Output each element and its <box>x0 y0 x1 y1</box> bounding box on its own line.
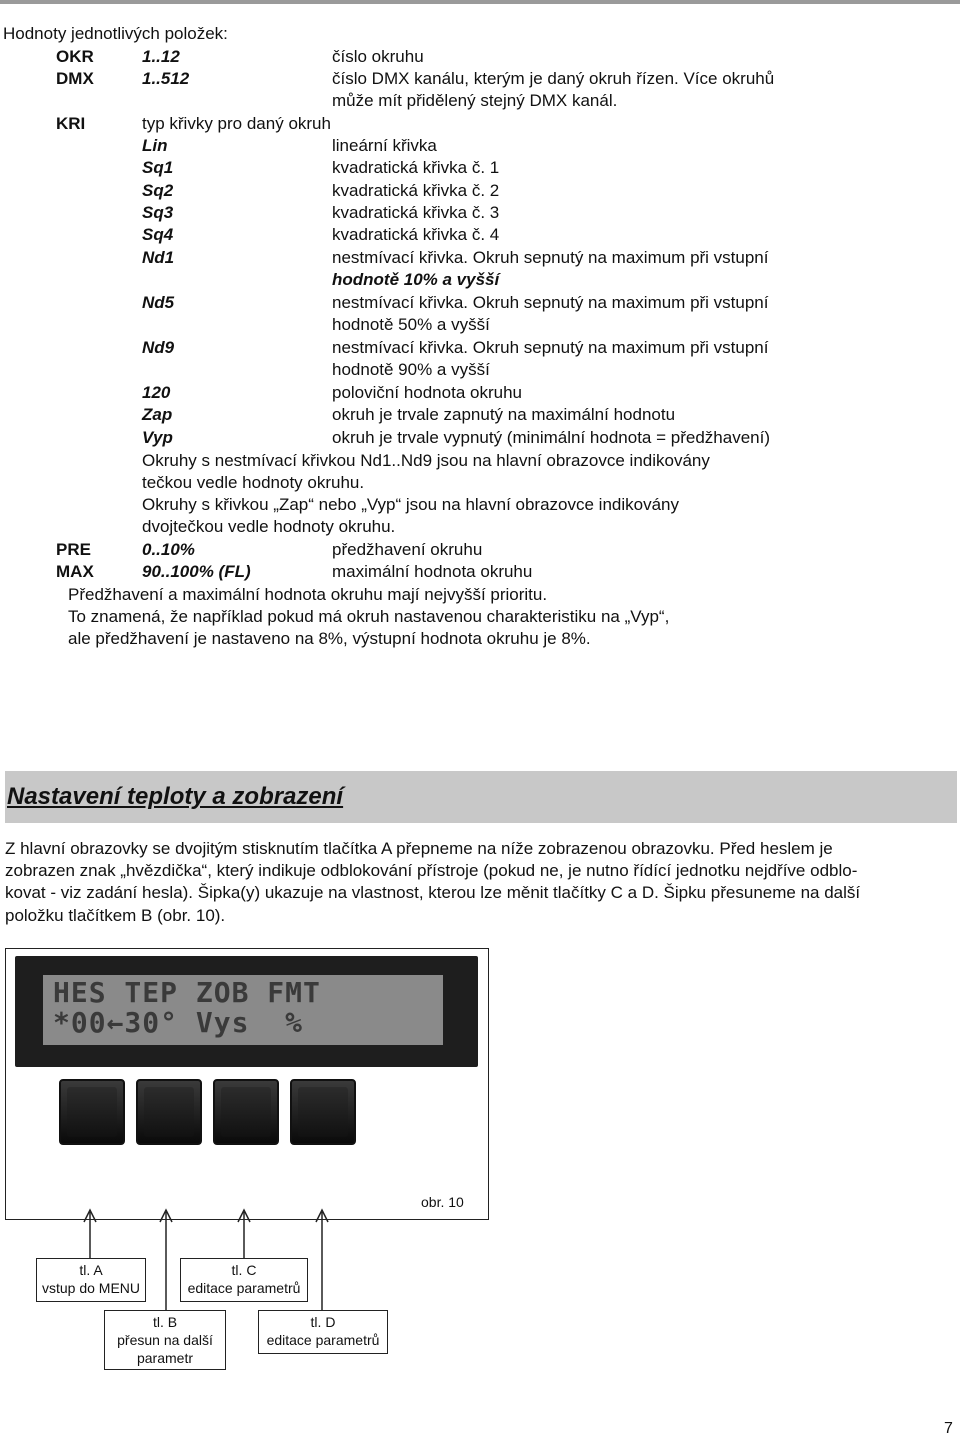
priority-line: To znamená, že například pokud má okruh nastavenou charakteristiku na „Vyp“, <box>68 607 670 626</box>
curve-code: Nd5 <box>142 293 175 312</box>
section-title: Nastavení teploty a zobrazení <box>7 783 344 810</box>
callout-line: přesun na další <box>117 1332 213 1348</box>
figure-label: obr. 10 <box>421 1194 464 1210</box>
kri-desc: typ křivky pro daný okruh <box>142 114 331 133</box>
note-line: dvojtečkou vedle hodnoty okruhu. <box>142 517 396 536</box>
curve-code: Sq2 <box>142 181 174 200</box>
dmx-desc: číslo DMX kanálu, kterým je daný okruh řízen. Více okruhů <box>332 69 775 88</box>
dmx-key: DMX <box>56 69 94 88</box>
curve-desc: kvadratická křivka č. 4 <box>332 225 500 244</box>
kri-key: KRI <box>56 114 86 133</box>
note-line: Okruhy s křivkou „Zap“ nebo „Vyp“ jsou na hlavní obrazovce indikovány <box>142 495 680 514</box>
curve-code: Nd1 <box>142 248 175 267</box>
curve-code: Vyp <box>142 428 173 447</box>
section-para-line: položku tlačítkem B (obr. 10). <box>5 906 226 925</box>
callout-line: editace parametrů <box>266 1332 380 1348</box>
pre-desc: předžhavení okruhu <box>332 540 483 559</box>
max-range: 90..100% (FL) <box>142 562 251 581</box>
section-para-line: Z hlavní obrazovky se dvojitým stisknutím tlačítka A přepneme na níže zobrazenou obrazovku. Před heslem je <box>5 839 833 858</box>
max-desc: maximální hodnota okruhu <box>332 562 533 581</box>
callout-line: vstup do MENU <box>41 1280 141 1296</box>
curve-desc: nestmívací křivka. Okruh sepnutý na maximum při vstupní <box>332 338 769 357</box>
callout-line: tl. C <box>231 1262 257 1278</box>
curve-code: Sq3 <box>142 203 174 222</box>
section-para-line: zobrazen znak „hvězdička“, který indikuje odblokování přístroje (pokud ne, je nutno řídící jednotku nejdříve odblo- <box>5 861 858 880</box>
callout-line: tl. D <box>310 1314 336 1330</box>
callout-line: parametr <box>136 1350 194 1366</box>
curve-code: 120 <box>142 383 171 402</box>
curve-desc: lineární křivka <box>332 136 437 155</box>
curve-desc: kvadratická křivka č. 1 <box>332 158 500 177</box>
curve-desc: okruh je trvale zapnutý na maximální hodnotu <box>332 405 676 424</box>
curve-code: Sq4 <box>142 225 174 244</box>
curve-code: Zap <box>142 405 173 424</box>
priority-line: ale předžhavení je nastaveno na 8%, výstupní hodnota okruhu je 8%. <box>68 629 591 648</box>
note-line: tečkou vedle hodnoty okruhu. <box>142 473 365 492</box>
curve-desc-2: hodnotě 10% a vyšší <box>332 270 500 289</box>
callout-line: editace parametrů <box>187 1280 301 1296</box>
curve-code: Lin <box>142 136 168 155</box>
okr-desc: číslo okruhu <box>332 47 424 66</box>
curve-code: Sq1 <box>142 158 174 177</box>
dmx-range: 1..512 <box>142 69 190 88</box>
lcd-row-1: HES TEP ZOB FMT <box>53 976 321 1009</box>
callout-key-c <box>180 1258 308 1302</box>
curve-desc: kvadratická křivka č. 2 <box>332 181 500 200</box>
okr-key: OKR <box>56 47 94 66</box>
pre-range: 0..10% <box>142 540 195 559</box>
max-key: MAX <box>56 562 94 581</box>
curve-desc: okruh je trvale vypnutý (minimální hodnota = předžhavení) <box>332 428 770 447</box>
callout-key-a <box>36 1258 146 1302</box>
dmx-desc-2: může mít přidělený stejný DMX kanál. <box>332 91 618 110</box>
curve-desc: nestmívací křivka. Okruh sepnutý na maximum při vstupní <box>332 293 769 312</box>
curve-desc: kvadratická křivka č. 3 <box>332 203 500 222</box>
callout-key-d <box>258 1310 388 1354</box>
curve-desc-2: hodnotě 90% a vyšší <box>332 360 490 379</box>
okr-range: 1..12 <box>142 47 180 66</box>
section-para-line: kovat - viz zadání hesla). Šipka(y) ukazuje na vlastnost, kterou lze měnit tlačítky C a D. Šipku přesuneme na další <box>5 883 861 902</box>
callout-line: tl. A <box>79 1262 103 1278</box>
lcd-row-2: *00←30° Vys % <box>53 1006 304 1039</box>
pre-key: PRE <box>56 540 91 559</box>
note-line: Okruhy s nestmívací křivkou Nd1..Nd9 jsou na hlavní obrazovce indikovány <box>142 451 710 470</box>
callout-key-b <box>104 1310 226 1370</box>
intro-text: Hodnoty jednotlivých položek: <box>3 24 228 43</box>
priority-line: Předžhavení a maximální hodnota okruhu mají nejvyšší prioritu. <box>68 585 548 604</box>
curve-code: Nd9 <box>142 338 175 357</box>
page-number: 7 <box>944 1420 953 1437</box>
curve-desc: poloviční hodnota okruhu <box>332 383 522 402</box>
curve-desc-2: hodnotě 50% a vyšší <box>332 315 490 334</box>
callout-line: tl. B <box>152 1314 178 1330</box>
curve-desc: nestmívací křivka. Okruh sepnutý na maximum při vstupní <box>332 248 769 267</box>
